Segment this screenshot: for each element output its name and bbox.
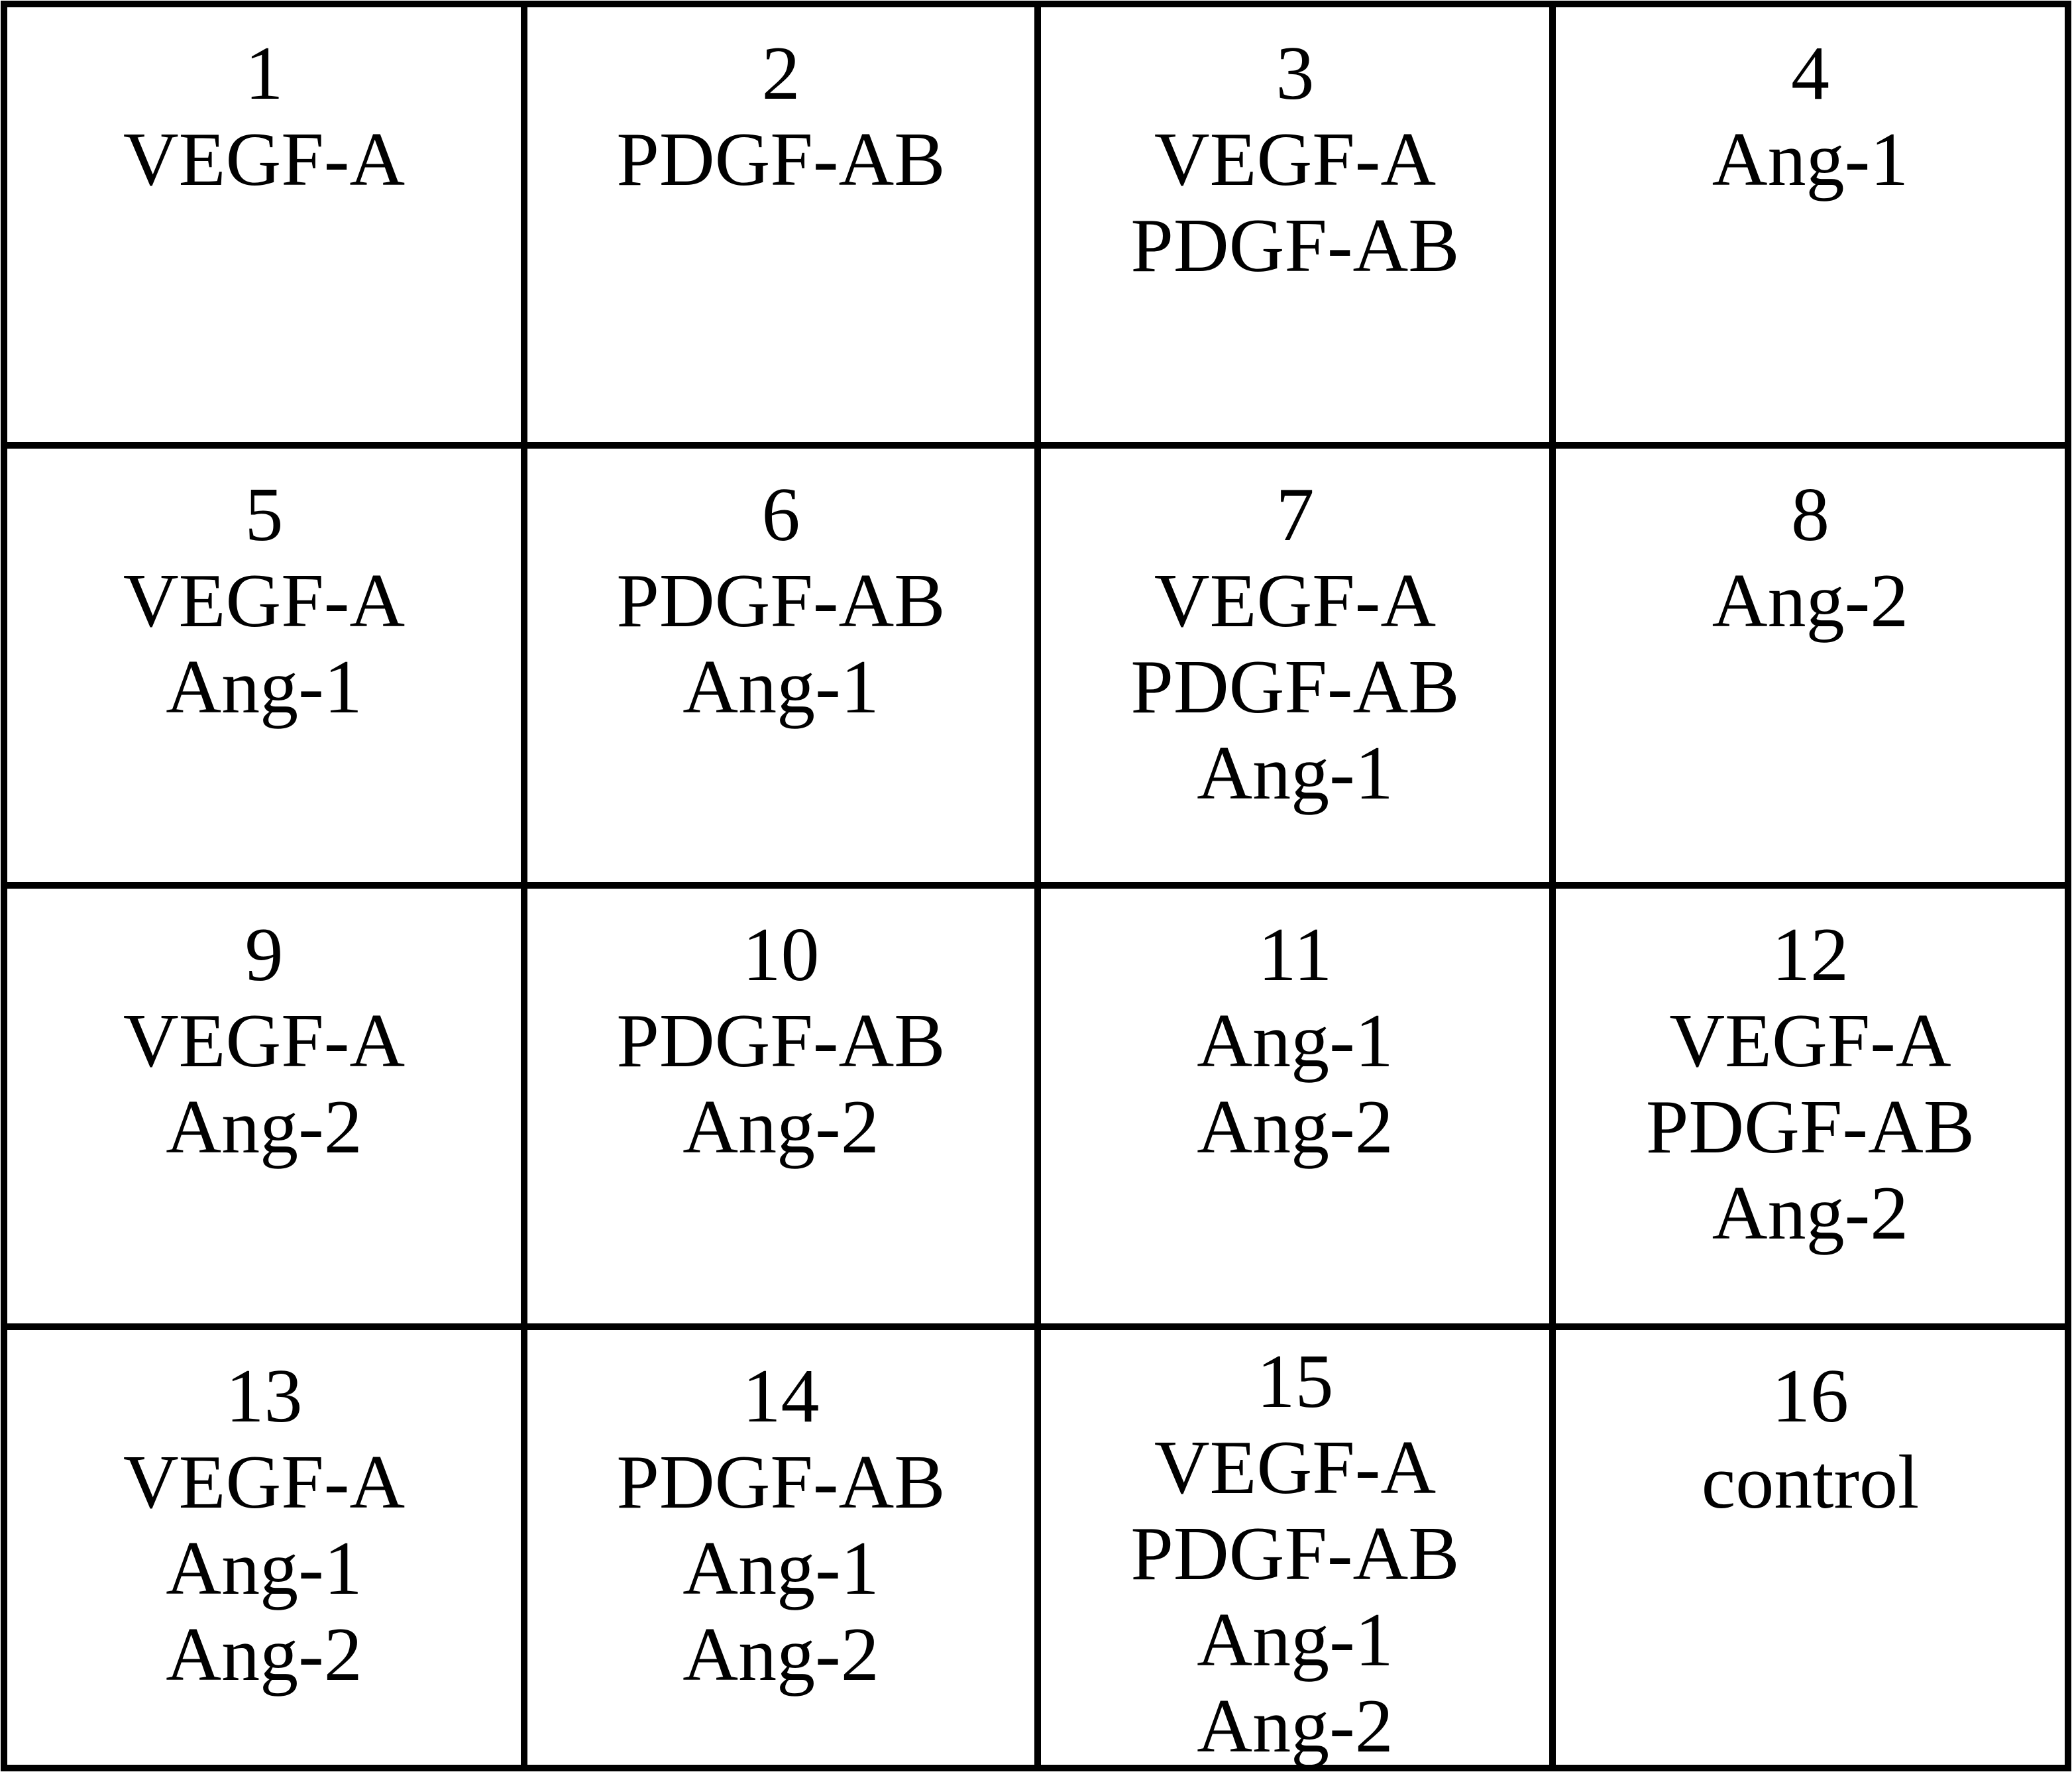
cell-number: 3 (1276, 31, 1315, 116)
cell-factor-label: VEGF-A (1154, 559, 1437, 643)
cell-number: 5 (245, 472, 284, 557)
grid-line-vertical (2065, 1, 2071, 1771)
grid-cell (527, 912, 1034, 1170)
cell-factor-label: PDGF-AB (1645, 1085, 1975, 1170)
grid-cell (1041, 912, 1549, 1170)
cell-factor-label: Ang-1 (1197, 731, 1393, 816)
cell-factor-label: VEGF-A (1154, 117, 1437, 202)
cell-factor-label: Ang-1 (166, 1526, 362, 1611)
cell-factor-label: Ang-2 (682, 1085, 879, 1170)
cell-factor-label: VEGF-A (1154, 1425, 1437, 1510)
cell-factor-label: PDGF-AB (1130, 1512, 1460, 1596)
grid-cell (1556, 1353, 2065, 1526)
cell-number: 9 (245, 913, 284, 997)
cell-number: 15 (1256, 1339, 1334, 1424)
cell-factor-label: VEGF-A (123, 117, 406, 202)
cell-factor-label: PDGF-AB (616, 559, 946, 643)
cell-factor-label: PDGF-AB (1130, 645, 1460, 730)
cell-number: 13 (225, 1354, 303, 1439)
cell-number: 4 (1791, 31, 1829, 116)
cell-factor-label: Ang-2 (1197, 1085, 1393, 1170)
cell-number: 7 (1276, 472, 1315, 557)
cell-factor-label: Ang-2 (166, 1612, 362, 1697)
grid-line-vertical (1034, 1, 1041, 1771)
cell-number: 2 (761, 31, 800, 116)
cell-number: 14 (742, 1354, 820, 1439)
grid-cell (527, 472, 1034, 730)
cell-factor-label: VEGF-A (1669, 999, 1951, 1083)
cell-number: 6 (761, 472, 800, 557)
grid-cell (7, 30, 521, 203)
cell-factor-label: Ang-1 (682, 645, 879, 730)
grid-cell (1556, 472, 2065, 644)
grid-cell (1041, 1339, 1549, 1769)
cell-factor-label: PDGF-AB (616, 117, 946, 202)
grid-cell (1041, 30, 1549, 289)
cell-factor-label: Ang-1 (1197, 999, 1393, 1083)
cell-number: 12 (1772, 913, 1849, 997)
grid-line-vertical (1549, 1, 1556, 1771)
cell-factor-label: Ang-2 (1197, 1684, 1393, 1769)
cell-factor-label: PDGF-AB (616, 999, 946, 1083)
grid-cell (1556, 30, 2065, 203)
cell-factor-label: VEGF-A (123, 559, 406, 643)
cell-number: 10 (742, 913, 820, 997)
cell-factor-label: Ang-1 (166, 645, 362, 730)
cell-number: 16 (1772, 1354, 1849, 1439)
cell-factor-label: Ang-1 (1197, 1598, 1393, 1683)
cell-factor-label: Ang-2 (1712, 1171, 1909, 1256)
cell-factor-label: Ang-2 (682, 1612, 879, 1697)
cell-factor-label: Ang-1 (1712, 117, 1909, 202)
grid-cell (527, 30, 1034, 203)
cell-factor-label: VEGF-A (123, 999, 406, 1083)
cell-factor-label: VEGF-A (123, 1440, 406, 1525)
grid-cell (527, 1353, 1034, 1698)
cell-factor-label: Ang-1 (682, 1526, 879, 1611)
grid-cell (1556, 912, 2065, 1256)
cell-factor-label: Ang-2 (1712, 559, 1909, 643)
cell-factor-label: control (1701, 1440, 1920, 1525)
cell-number: 11 (1258, 913, 1333, 997)
grid-line-vertical (1, 1, 7, 1771)
cell-factor-label: Ang-2 (166, 1085, 362, 1170)
cell-number: 8 (1791, 472, 1829, 557)
cell-factor-label: PDGF-AB (616, 1440, 946, 1525)
cell-number: 1 (245, 31, 284, 116)
grid-cell (7, 1353, 521, 1698)
grid-line-vertical (521, 1, 527, 1771)
grid-cell (1041, 472, 1549, 816)
grid-cell (7, 912, 521, 1170)
grid-cell (7, 472, 521, 730)
cell-factor-label: PDGF-AB (1130, 203, 1460, 288)
